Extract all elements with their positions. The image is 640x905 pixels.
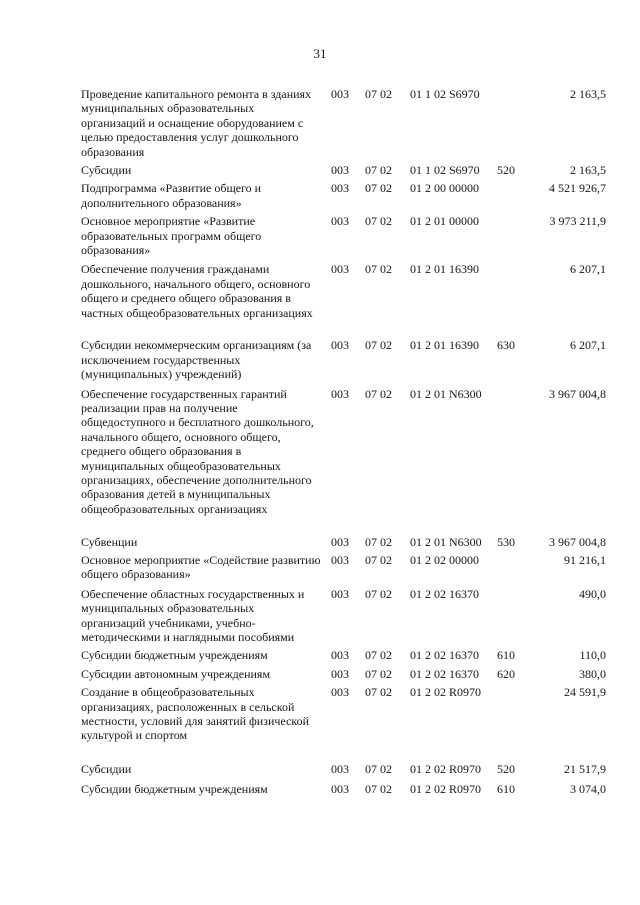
amount: 490,0 [579, 586, 606, 601]
table-row [0, 262, 640, 334]
row-name: Субсидии автономным учреждениям [81, 666, 271, 681]
target-article: 01 2 02 R0970 [410, 685, 482, 700]
section-code: 07 [365, 214, 377, 229]
row-name: Основное мероприятие «Развитие образовательных программ общего образования» [81, 214, 262, 257]
table-row [0, 587, 640, 645]
section-code: 07 [365, 781, 377, 796]
row-name: Подпрограмма «Развитие общего и дополнительного образования» [81, 181, 262, 210]
table-row [0, 762, 640, 776]
section-code: 07 [365, 262, 377, 277]
row-name: Субсидии бюджетным учреждениям [81, 648, 268, 663]
subsection-code: 02 [380, 781, 392, 796]
section-code: 07 [365, 386, 377, 401]
subsection-code: 02 [380, 163, 392, 177]
target-article: 01 2 02 00000 [410, 552, 479, 567]
table-row [0, 667, 640, 681]
row-name: Обеспечение государственных гарантий реализации прав на получение общедоступного и бесплатного дошкольного, начального общего, основного общего, среднего общего образования в муниципальных общеобразовательных организациях, обеспечение дополнительного образования детей в муниципальных общеобразовательных организациях [81, 386, 314, 516]
amount: 2 163,5 [570, 163, 606, 177]
amount: 3 967 004,8 [549, 386, 606, 401]
row-name: Субсидии [81, 762, 132, 777]
admin-code: 003 [331, 534, 349, 549]
admin-code: 003 [331, 586, 349, 601]
subsection-code: 02 [380, 762, 392, 777]
amount: 380,0 [579, 666, 606, 681]
table-row [0, 387, 640, 531]
admin-code: 003 [331, 163, 349, 177]
amount: 6 207,1 [570, 262, 606, 277]
table-row [0, 553, 640, 582]
table-row [0, 782, 640, 796]
amount: 2 163,5 [570, 87, 606, 101]
target-article: 01 2 01 N6300 [410, 386, 482, 401]
budget-table [0, 87, 640, 796]
subsection-code: 02 [380, 685, 392, 700]
section-code: 07 [365, 87, 377, 101]
section-code: 07 [365, 181, 377, 196]
row-name: Субсидии [81, 163, 132, 177]
section-code: 07 [365, 586, 377, 601]
amount: 3 967 004,8 [549, 534, 606, 549]
row-name: Проведение капитального ремонта в зданиях муниципальных образовательных организаций и оснащение оборудованием с целью предоставления услуг дошкольного образования [81, 87, 312, 159]
section-code: 07 [365, 534, 377, 549]
target-article: 01 2 00 00000 [410, 181, 479, 196]
table-row [0, 535, 640, 549]
row-name: Субсидии бюджетным учреждениям [81, 781, 268, 796]
expense-type: 620 [497, 666, 515, 681]
row-name: Субвенции [81, 534, 138, 549]
amount: 4 521 926,7 [549, 181, 606, 196]
section-code: 07 [365, 338, 377, 353]
section-code: 07 [365, 648, 377, 663]
amount: 110,0 [579, 648, 606, 663]
admin-code: 003 [331, 781, 349, 796]
target-article: 01 2 01 16390 [410, 262, 479, 277]
subsection-code: 02 [380, 181, 392, 196]
expense-type: 610 [497, 781, 515, 796]
table-row [0, 214, 640, 257]
target-article: 01 2 01 00000 [410, 214, 479, 229]
amount: 6 207,1 [570, 338, 606, 353]
admin-code: 003 [331, 214, 349, 229]
section-code: 07 [365, 163, 377, 177]
amount: 3 074,0 [570, 781, 606, 796]
subsection-code: 02 [380, 87, 392, 101]
expense-type: 630 [497, 338, 515, 353]
subsection-code: 02 [380, 338, 392, 353]
amount: 3 973 211,9 [549, 214, 606, 229]
admin-code: 003 [331, 386, 349, 401]
subsection-code: 02 [380, 214, 392, 229]
target-article: 01 2 01 N6300 [410, 534, 482, 549]
section-code: 07 [365, 666, 377, 681]
table-row [0, 338, 640, 381]
amount: 21 517,9 [564, 762, 606, 777]
row-name: Обеспечение областных государственных и муниципальных образовательных организаций учебниками, учебно-методическими и наглядными пособиями [81, 586, 305, 644]
row-name: Субсидии некоммерческим организациям (за исключением государственных (муниципальных) учреждений) [81, 338, 312, 382]
target-article: 01 2 02 16370 [410, 666, 479, 681]
admin-code: 003 [331, 685, 349, 700]
admin-code: 003 [331, 552, 349, 567]
amount: 24 591,9 [564, 685, 606, 700]
admin-code: 003 [331, 87, 349, 101]
target-article: 01 2 02 16370 [410, 586, 479, 601]
section-code: 07 [365, 762, 377, 777]
subsection-code: 02 [380, 386, 392, 401]
target-article: 01 2 02 R0970 [410, 762, 482, 777]
section-code: 07 [365, 552, 377, 567]
subsection-code: 02 [380, 666, 392, 681]
subsection-code: 02 [380, 648, 392, 663]
table-row [0, 181, 640, 210]
subsection-code: 02 [380, 552, 392, 567]
table-row [0, 163, 640, 177]
subsection-code: 02 [380, 262, 392, 277]
subsection-code: 02 [380, 586, 392, 601]
expense-type: 520 [497, 762, 515, 777]
target-article: 01 2 02 16370 [410, 648, 479, 663]
admin-code: 003 [331, 648, 349, 663]
target-article: 01 2 02 R0970 [410, 781, 482, 796]
row-name: Основное мероприятие «Содействие развитию общего образования» [81, 552, 321, 582]
expense-type: 610 [497, 648, 515, 663]
row-name: Создание в общеобразовательных организациях, расположенных в сельской местности, условий для занятий физической культурой и спортом [81, 685, 310, 743]
section-code: 07 [365, 685, 377, 700]
row-name: Обеспечение получения гражданами дошкольного, начального общего, основного общего и среднего общего образования в частных общеобразовательных организациях [81, 262, 313, 320]
table-row [0, 87, 640, 159]
admin-code: 003 [331, 181, 349, 196]
admin-code: 003 [331, 762, 349, 777]
table-row [0, 685, 640, 757]
subsection-code: 02 [380, 534, 392, 549]
admin-code: 003 [331, 338, 349, 353]
target-article: 01 1 02 S6970 [410, 87, 480, 101]
target-article: 01 2 01 16390 [410, 338, 479, 353]
table-row [0, 648, 640, 662]
expense-type: 530 [497, 534, 515, 549]
admin-code: 003 [331, 666, 349, 681]
target-article: 01 1 02 S6970 [410, 163, 480, 177]
expense-type: 520 [497, 163, 515, 177]
page-number: 31 [313, 46, 327, 61]
amount: 91 216,1 [564, 552, 606, 567]
admin-code: 003 [331, 262, 349, 277]
